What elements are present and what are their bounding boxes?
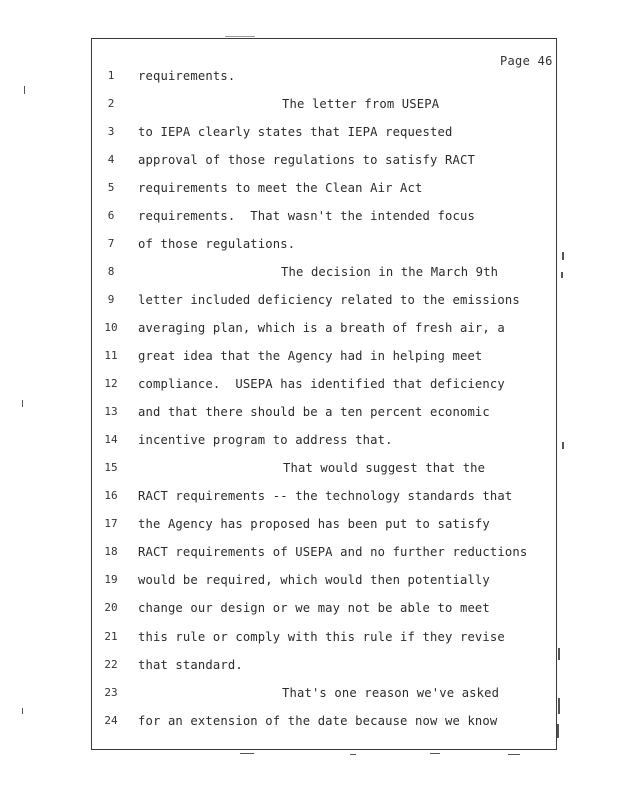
transcript-line bbox=[0, 630, 618, 650]
transcript-line bbox=[0, 181, 618, 201]
scan-speck bbox=[225, 36, 255, 37]
line-number: 20 bbox=[104, 601, 118, 614]
line-text: and that there should be a ten percent economic bbox=[138, 405, 490, 419]
transcript-line bbox=[0, 517, 618, 537]
transcript-line bbox=[0, 658, 618, 678]
scan-speck bbox=[558, 698, 560, 714]
line-text: compliance. USEPA has identified that deficiency bbox=[138, 377, 505, 391]
transcript-line bbox=[0, 573, 618, 593]
transcript-line bbox=[0, 405, 618, 425]
line-number: 5 bbox=[107, 181, 115, 194]
line-number: 21 bbox=[104, 630, 118, 643]
line-number: 7 bbox=[107, 237, 115, 250]
line-text: for an extension of the date because now we know bbox=[138, 714, 498, 728]
transcript-line bbox=[0, 237, 618, 257]
line-text: that standard. bbox=[138, 658, 243, 672]
transcript-line bbox=[0, 377, 618, 397]
line-number: 9 bbox=[107, 293, 115, 306]
scan-speck bbox=[430, 753, 440, 754]
scan-speck bbox=[508, 754, 520, 755]
page-number: Page 46 bbox=[500, 54, 553, 68]
line-number: 13 bbox=[104, 405, 118, 418]
line-text: of those regulations. bbox=[138, 237, 296, 251]
transcript-line bbox=[0, 69, 618, 89]
line-number: 14 bbox=[104, 433, 118, 446]
line-text: incentive program to address that. bbox=[138, 433, 393, 447]
scan-speck bbox=[22, 400, 23, 407]
scan-speck bbox=[558, 648, 560, 660]
line-number: 23 bbox=[104, 686, 118, 699]
line-text: to IEPA clearly states that IEPA requested bbox=[138, 125, 453, 139]
line-text: the Agency has proposed has been put to satisfy bbox=[138, 517, 490, 531]
transcript-line bbox=[0, 461, 618, 481]
line-text: requirements. bbox=[138, 69, 236, 83]
line-text: change our design or we may not be able to meet bbox=[138, 601, 490, 615]
transcript-line bbox=[0, 209, 618, 229]
transcript-line bbox=[0, 97, 618, 117]
line-number: 4 bbox=[107, 153, 115, 166]
transcript-line bbox=[0, 545, 618, 565]
transcript-line bbox=[0, 321, 618, 341]
transcript-line bbox=[0, 714, 618, 734]
scan-speck bbox=[562, 442, 564, 449]
line-text: requirements to meet the Clean Air Act bbox=[138, 181, 423, 195]
line-number: 2 bbox=[107, 97, 115, 110]
scan-speck bbox=[561, 272, 563, 278]
line-number: 16 bbox=[104, 489, 118, 502]
line-number: 17 bbox=[104, 517, 118, 530]
scan-speck bbox=[22, 708, 23, 714]
line-text: That's one reason we've asked bbox=[282, 686, 500, 700]
transcript-line bbox=[0, 433, 618, 453]
line-text: That would suggest that the bbox=[283, 461, 486, 475]
scan-speck bbox=[240, 753, 254, 754]
line-text: would be required, which would then potentially bbox=[138, 573, 490, 587]
transcript-line bbox=[0, 601, 618, 621]
line-text: The letter from USEPA bbox=[282, 97, 440, 111]
transcript-line bbox=[0, 265, 618, 285]
line-text: RACT requirements of USEPA and no further reductions bbox=[138, 545, 528, 559]
transcript-line bbox=[0, 293, 618, 313]
scan-speck bbox=[24, 86, 25, 94]
line-text: approval of those regulations to satisfy RACT bbox=[138, 153, 475, 167]
scan-speck bbox=[557, 724, 559, 738]
line-text: great idea that the Agency had in helping meet bbox=[138, 349, 483, 363]
line-number: 22 bbox=[104, 658, 118, 671]
scan-speck bbox=[350, 754, 356, 755]
line-number: 1 bbox=[107, 69, 115, 82]
transcript-line bbox=[0, 489, 618, 509]
line-text: letter included deficiency related to the emissions bbox=[138, 293, 520, 307]
transcript-line bbox=[0, 125, 618, 145]
line-number: 15 bbox=[104, 461, 118, 474]
line-text: averaging plan, which is a breath of fresh air, a bbox=[138, 321, 505, 335]
line-text: The decision in the March 9th bbox=[281, 265, 499, 279]
line-text: requirements. That wasn't the intended focus bbox=[138, 209, 475, 223]
line-number: 3 bbox=[107, 125, 115, 138]
line-number: 10 bbox=[104, 321, 118, 334]
line-number: 11 bbox=[104, 349, 118, 362]
line-number: 19 bbox=[104, 573, 118, 586]
scan-speck bbox=[562, 252, 564, 260]
transcript-line bbox=[0, 153, 618, 173]
line-text: RACT requirements -- the technology standards that bbox=[138, 489, 513, 503]
transcript-line bbox=[0, 686, 618, 706]
line-number: 18 bbox=[104, 545, 118, 558]
line-text: this rule or comply with this rule if they revise bbox=[138, 630, 505, 644]
line-number: 12 bbox=[104, 377, 118, 390]
line-number: 24 bbox=[104, 714, 118, 727]
transcript-line bbox=[0, 349, 618, 369]
line-number: 6 bbox=[107, 209, 115, 222]
line-number: 8 bbox=[107, 265, 115, 278]
